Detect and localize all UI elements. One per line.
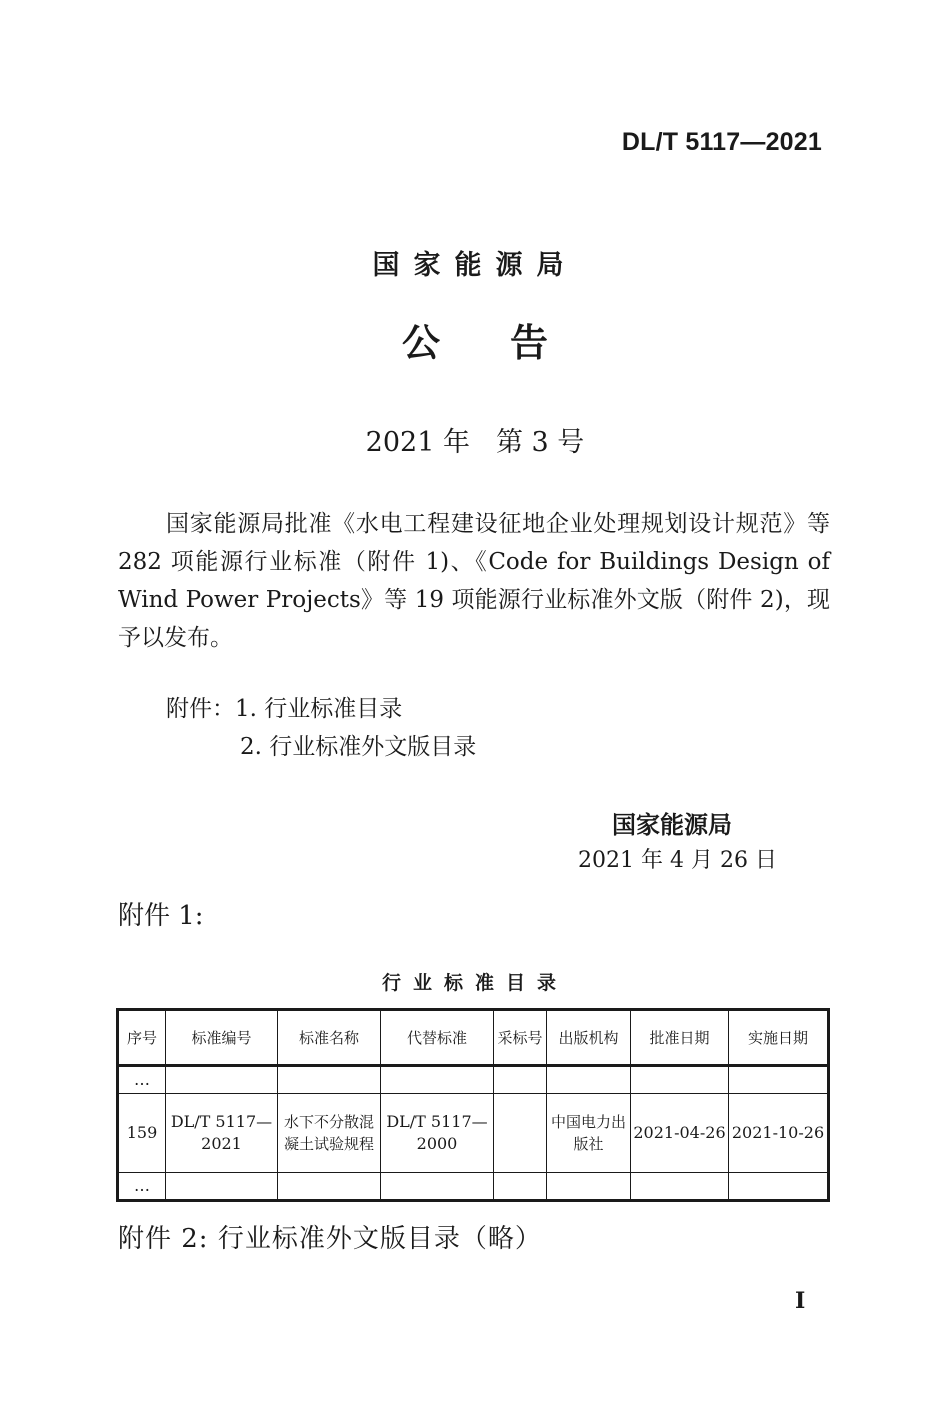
issue-no: 第 3 号: [495, 427, 585, 458]
notice-title: [0, 312, 950, 367]
issue-year: 2021 年: [365, 427, 470, 458]
col-header-publisher: 出版机构: [547, 1010, 631, 1066]
table-row: [118, 1094, 829, 1173]
cell-publisher: 中国电力出版社: [547, 1094, 631, 1173]
annex1-heading: 附件 1:: [118, 901, 204, 931]
table-row-ellipsis-bottom: [118, 1173, 829, 1201]
cell-adopted: [494, 1094, 547, 1173]
standard-code: DL/T 5117—2021: [621, 128, 822, 156]
standards-table: [116, 1008, 830, 1202]
cell-replaces: DL/T 5117—2000: [381, 1094, 494, 1173]
agency-title: 国家能源局: [372, 250, 578, 281]
col-header-code: 标准编号: [166, 1010, 278, 1066]
ellipsis-cell: …: [118, 1066, 166, 1094]
col-header-replaces: 代替标准: [381, 1010, 494, 1066]
table-row-ellipsis-top: [118, 1066, 829, 1094]
notice-title-char-2: 告: [510, 321, 549, 365]
notice-body: 国家能源局批准《水电工程建设征地企业处理规划设计规范》等 282 项能源行业标准（附件 1)、《Code for Buildings Design of Wind Power Projects》等 19 项能源行业标准外文版（附件 2)，现予以发布。: [118, 511, 830, 651]
signature-org: 国家能源局: [612, 811, 732, 839]
annex2-line: 附件 2: 行业标准外文版目录（略）: [118, 1224, 542, 1254]
col-header-adopted: 采标号: [494, 1010, 547, 1066]
cell-approved: 2021-04-26: [631, 1094, 729, 1173]
cell-effective: 2021-10-26: [729, 1094, 829, 1173]
attachment-item-2: 2. 行业标准外文版目录: [240, 734, 477, 760]
cell-seq: 159: [118, 1094, 166, 1173]
col-header-effective: 实施日期: [729, 1010, 829, 1066]
cell-name: 水下不分散混凝土试验规程: [278, 1094, 381, 1173]
attachment-item-1: [166, 690, 402, 728]
attachment-1-text: 1. 行业标准目录: [235, 696, 403, 722]
issue-number: [0, 420, 950, 459]
signature-date: 2021 年 4 月 26 日: [578, 848, 777, 873]
table-title: 行业标准目录: [381, 972, 568, 994]
ellipsis-cell: …: [118, 1173, 166, 1201]
attachments-label: 附件：: [166, 696, 235, 722]
cell-code: DL/T 5117—2021: [166, 1094, 278, 1173]
notice-title-char-1: 公: [401, 321, 440, 365]
col-header-name: 标准名称: [278, 1010, 381, 1066]
page-number: I: [795, 1288, 806, 1314]
col-header-approved: 批准日期: [631, 1010, 729, 1066]
table-header-row: [118, 1010, 829, 1066]
col-header-seq: 序号: [118, 1010, 166, 1066]
